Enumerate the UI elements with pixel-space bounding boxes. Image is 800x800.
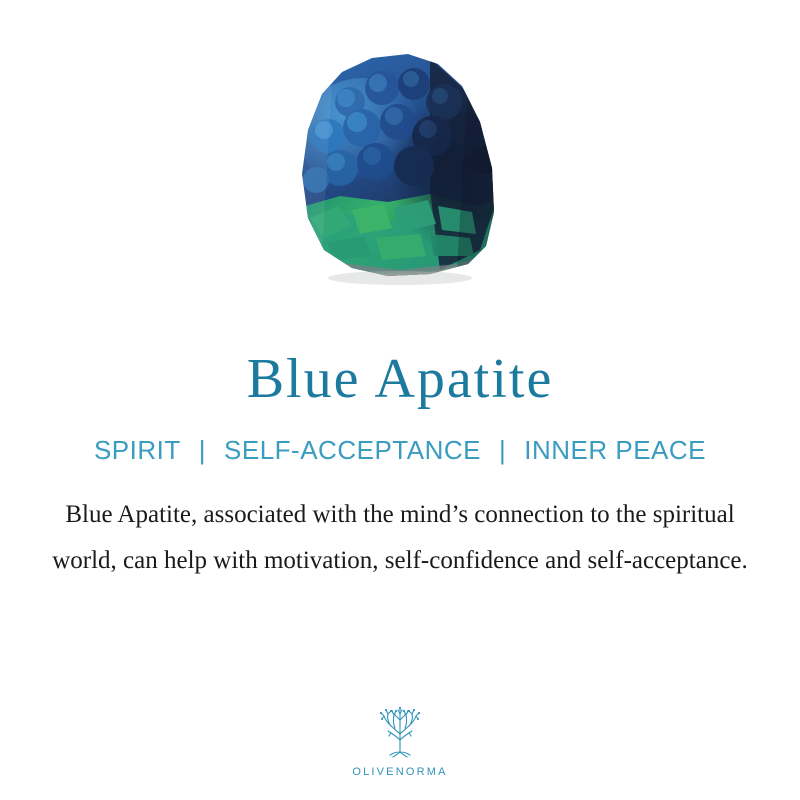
title-word-2: Apatite [374, 348, 554, 410]
stone-image-container [0, 0, 800, 310]
brand-name: OLIVENORMA [352, 766, 448, 778]
title-word-1: Blue [246, 348, 361, 410]
keyword-list [94, 435, 706, 466]
keyword-separator: | [498, 434, 507, 465]
keyword-item-spirit: SPIRIT [93, 434, 181, 465]
keyword-separator: | [198, 434, 207, 465]
description-text: Blue Apatite, associated with the mind’s connection to the spiritual world, can help with motivation, self-confidence and self-acceptance. [52, 500, 748, 575]
page-title [247, 350, 554, 409]
keyword-item-inner-peace: INNER PEACE [524, 434, 707, 465]
tree-of-life-icon [369, 700, 431, 762]
keyword-item-self-acceptance: SELF-ACCEPTANCE [224, 434, 481, 465]
blue-apatite-stone-photo [280, 50, 520, 285]
brand-logo [0, 700, 800, 778]
